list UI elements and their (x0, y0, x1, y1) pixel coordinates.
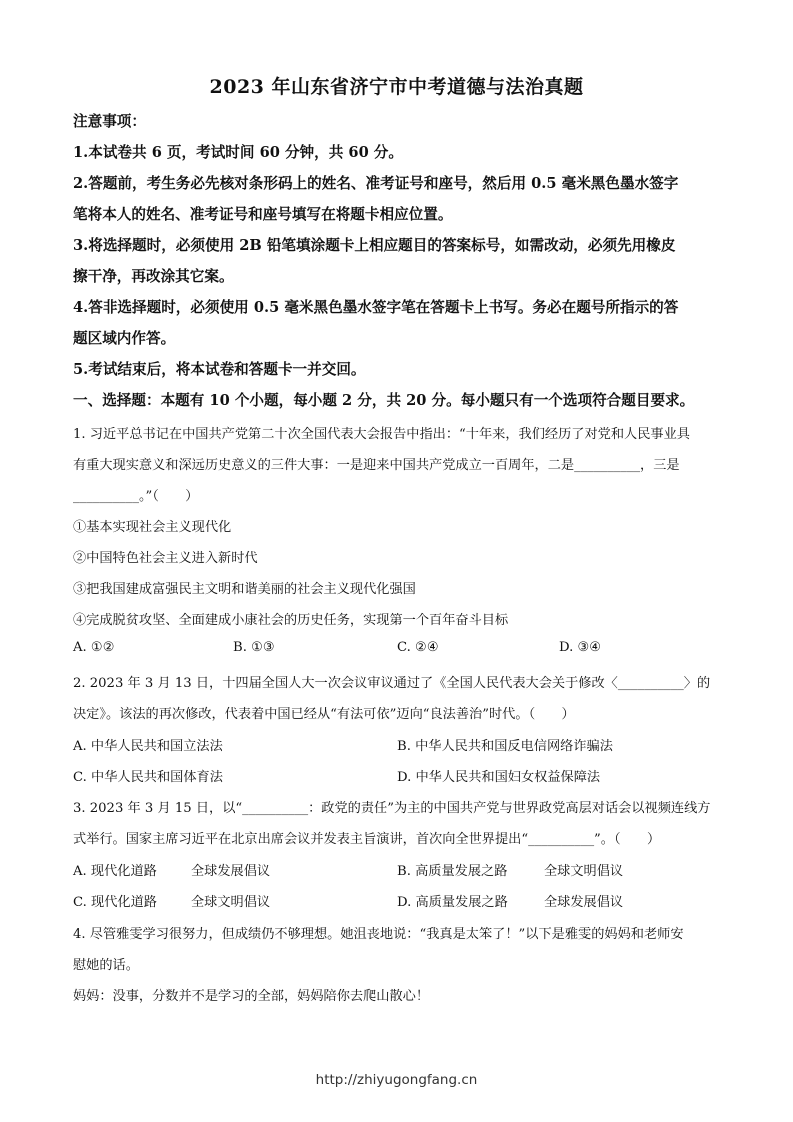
page-title: 2023 年山东省济宁市中考道德与法治真题 (209, 76, 584, 98)
notice-item-3-line-1: 3.将选择题时，必须使用 2B 铅笔填涂题卡上相应题目的答案标号，如需改动，必须先用橡皮 (73, 237, 676, 254)
question-1-option-a: A. ①② (73, 640, 115, 655)
notice-item-2-line-2: 笔将本人的姓名、准考证号和座号填写在将题卡相应位置。 (73, 206, 453, 223)
question-3-option-c-part-2: 全球文明倡议 (191, 895, 271, 910)
question-1-statement-2: ②中国特色社会主义进入新时代 (73, 551, 258, 566)
question-3-option-a-part-2: 全球发展倡议 (191, 864, 271, 879)
question-1-option-b: B. ①③ (233, 640, 275, 655)
question-3-option-b-part-2: 全球文明倡议 (544, 864, 624, 879)
notice-item-3-line-2: 擦干净，再改涂其它案。 (73, 268, 234, 285)
notice-item-4-line-1: 4.答非选择题时，必须使用 0.5 毫米黑色墨水签字笔在答题卡上书写。务必在题号所指示的答 (73, 299, 679, 316)
notice-item-5: 5.考试结束后，将本试卷和答题卡一并交回。 (73, 361, 366, 378)
question-2-line-1: 2. 2023 年 3 月 13 日，十四届全国人大一次会议审议通过了《全国人民代表大会关于修改〈__________〉的 (73, 676, 711, 691)
question-1-line-1: 1. 习近平总书记在中国共产党第二十次全国代表大会报告中指出：“十年来，我们经历了对党和人民事业具 (73, 427, 690, 442)
question-3-option-c-part-1: C. 现代化道路 (73, 895, 157, 910)
question-1-line-2: 有重大现实意义和深远历史意义的三件大事：一是迎来中国共产党成立一百周年，二是__________，三是 (73, 458, 680, 473)
notice-heading: 注意事项： (73, 113, 146, 130)
question-4-line-1: 4. 尽管雅雯学习很努力，但成绩仍不够理想。她沮丧地说：“我真是太笨了！”以下是雅雯的妈妈和老师安 (73, 927, 684, 942)
question-4-mom-quote: 妈妈：没事，分数并不是学习的全部，妈妈陪你去爬山散心！ (73, 989, 430, 1004)
question-3-option-d-part-1: D. 高质量发展之路 (397, 895, 508, 910)
question-3-option-d-part-2: 全球发展倡议 (544, 895, 624, 910)
question-2-option-b: B. 中华人民共和国反电信网络诈骗法 (397, 739, 613, 754)
question-3-line-1: 3. 2023 年 3 月 15 日，以“__________：政党的责任”为主的中国共产党与世界政党高层对话会以视频连线方 (73, 801, 711, 816)
question-1-statement-4: ④完成脱贫攻坚、全面建成小康社会的历史任务，实现第一个百年奋斗目标 (73, 613, 509, 628)
question-1-statement-3: ③把我国建成富强民主文明和谐美丽的社会主义现代化强国 (73, 582, 416, 597)
question-1-line-3: __________。”（ ） (73, 489, 199, 504)
notice-item-4-line-2: 题区域内作答。 (73, 330, 176, 347)
question-3-line-2: 式举行。国家主席习近平在北京出席会议并发表主旨演讲，首次向全世界提出“__________”。（ ） (73, 832, 661, 847)
section-heading: 一、选择题：本题有 10 个小题，每小题 2 分，共 20 分。每小题只有一个选项符合题目要求。 (73, 392, 695, 409)
question-2-option-a: A. 中华人民共和国立法法 (73, 739, 223, 754)
question-3-option-b-part-1: B. 高质量发展之路 (397, 864, 508, 879)
question-4-line-2: 慰她的话。 (73, 958, 139, 973)
question-1-statement-1: ①基本实现社会主义现代化 (73, 520, 232, 535)
question-1-option-d: D. ③④ (559, 640, 602, 655)
notice-item-1: 1.本试卷共 6 页，考试时间 60 分钟，共 60 分。 (73, 144, 403, 161)
question-2-line-2: 决定》。该法的再次修改，代表着中国已经从“有法可依”迈向“良法善治”时代。（ ） (73, 707, 575, 722)
notice-item-2-line-1: 2.答题前，考生务必先核对条形码上的姓名、准考证号和座号，然后用 0.5 毫米黑色墨水签字 (73, 175, 679, 192)
question-2-option-d: D. 中华人民共和国妇女权益保障法 (397, 770, 601, 785)
question-3-option-a-part-1: A. 现代化道路 (73, 864, 157, 879)
footer-url[interactable]: http://zhiyugongfang.cn (315, 1072, 478, 1088)
question-2-option-c: C. 中华人民共和国体育法 (73, 770, 223, 785)
question-1-option-c: C. ②④ (397, 640, 439, 655)
